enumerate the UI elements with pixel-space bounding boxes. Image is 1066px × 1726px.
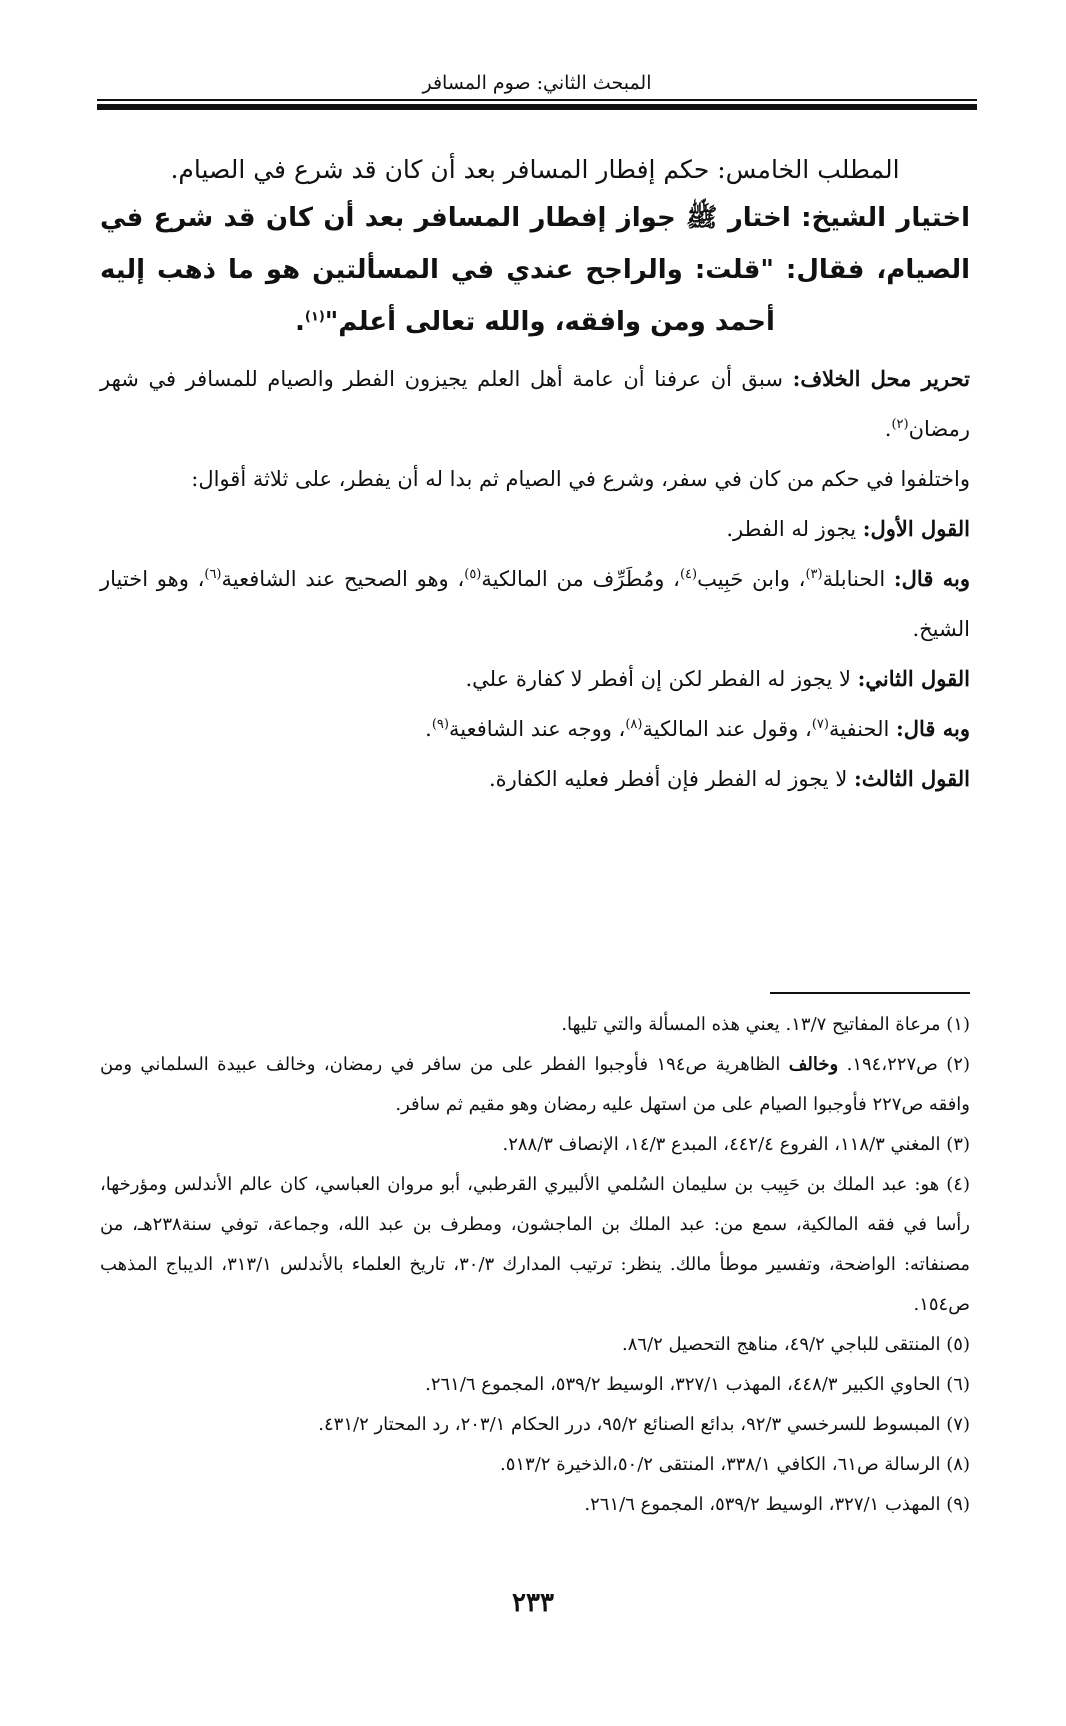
footnote-6: (٦) الحاوي الكبير ٤٤٨/٣، المهذب ٣٢٧/١، الوسيط ٥٣٩/٢، المجموع ٢٦١/٦.	[425, 1374, 970, 1395]
holder-text: الحنابلة	[822, 567, 894, 591]
opinion-1-holders-label: وبه قال:	[893, 566, 970, 591]
footnote-2-refs: (٢) ص١٩٤،٢٢٧.	[838, 1054, 970, 1075]
footnote-4: (٤) هو: عبد الملك بن حَبِيب بن سليمان السُلمي الألبيري القرطبي، أبو مروان العباسي، كان عالم الأندلس ومؤرخها، رأسا في فقه المالكية، سمع من: عبد الملك بن الماجشون، ومطرف بن عبد الله، وجماعة، توفي سنة٢٣٨هـ، من مصنفاته: الواضحة، وتفسير موطأ مالك. ينظر: ترتيب المدارك ٣٠/٣، تاريخ العلماء بالأندلس ٣١٣/١، الديباج المذهب ص١٥٤.	[100, 1174, 970, 1315]
footnote-2	[100, 1045, 970, 1125]
footnote-ref-1: (١)	[304, 309, 325, 325]
footnote-ref-7: (٧)	[811, 717, 829, 732]
holder-text: ، وهو اختيار الشيخ.	[100, 567, 970, 641]
footnote-ref-6: (٦)	[204, 567, 222, 582]
opinion-2-label: القول الثاني:	[857, 666, 970, 691]
page-number: ٢٣٣	[512, 1588, 554, 1618]
footnote-ref-4: (٤)	[679, 567, 698, 582]
footnote-ref-5: (٥)	[464, 567, 482, 582]
footnote-separator	[770, 992, 970, 994]
footnote-ref-8: (٨)	[625, 717, 643, 732]
footnote-8: (٨) الرسالة ص٦١، الكافي ٣٣٨/١، المنتقى ٥٠/٢،الذخيرة ٥١٣/٢.	[499, 1454, 970, 1475]
footnote-7: (٧) المبسوط للسرخسي ٩٢/٣، بدائع الصنائع ٩٥/٢، درر الحكام ٢٠٣/١، رد المحتار ٤٣١/٢.	[318, 1414, 970, 1435]
opinion-1-holders	[100, 554, 970, 654]
footnote-2-text: الظاهرية ص١٩٤ فأوجبوا الفطر على من سافر في رمضان، وخالف عبيدة السلماني ومن وافقه ص٢٢٧ فأوجبوا الصيام على من استهل عليه رمضان وهو مقيم ثم سافر.	[100, 1054, 970, 1115]
holder-text: ، وابن حَبِيب	[697, 567, 806, 591]
holder-text: ، ووجه عند الشافعية	[448, 717, 626, 741]
footnotes	[100, 1005, 970, 1525]
opinion-3-text: لا يجوز له الفطر فإن أفطر فعليه الكفارة.	[488, 767, 854, 791]
footnote-ref-3: (٣)	[805, 567, 823, 582]
holder-text: ، وهو الصحيح عند الشافعية	[221, 567, 465, 591]
main-content	[100, 148, 970, 804]
holder-text: ، وقول عند المالكية	[642, 717, 812, 741]
footnote-ref-9: (٩)	[431, 717, 449, 732]
footnote-5: (٥) المنتقى للباجي ٤٩/٢، مناهج التحصيل ٨٦/٢.	[622, 1334, 970, 1355]
dispute-paragraph: تحرير محل الخلاف: سبق أن عرفنا أن عامة أهل العلم يجيزون الفطر والصيام للمسافر في شهر رمضان$^{(٢)}$.	[100, 366, 970, 441]
section-title: المطلب الخامس: حكم إفطار المسافر بعد أن كان قد شرع في الصيام.	[170, 155, 900, 184]
running-header: المبحث الثاني: صوم المسافر	[422, 72, 652, 94]
header-rule-thin	[97, 99, 977, 101]
dispute-label: تحرير محل الخلاف:	[792, 366, 970, 391]
opinion-3	[100, 754, 970, 804]
disagreement-paragraph: واختلفوا في حكم من كان في سفر، وشرع في الصيام ثم بدا له أن يفطر، على ثلاثة أقوال:	[191, 467, 970, 491]
dispute-text: سبق أن عرفنا أن عامة أهل العلم يجيزون الفطر والصيام للمسافر في شهر رمضان	[100, 367, 970, 441]
holder-text: ، ومُطَرِّف من المالكية	[481, 567, 680, 591]
footnote-1: (١) مرعاة المفاتيح ١٣/٧. يعني هذه المسألة والتي تليها.	[561, 1014, 970, 1035]
opinion-1-text: يجوز له الفطر.	[726, 517, 863, 541]
footnote-3: (٣) المغني ١١٨/٣، الفروع ٤٤٢/٤، المبدع ١٤/٣، الإنصاف ٢٨٨/٣.	[502, 1134, 970, 1155]
opinion-2-text: لا يجوز له الفطر لكن إن أفطر لا كفارة علي.	[465, 667, 858, 691]
holder-text: .	[425, 717, 432, 741]
opinion-1-label: القول الأول:	[862, 516, 970, 541]
opinion-3-label: القول الثالث:	[853, 766, 970, 791]
footnote-2-keyword: وخالف	[788, 1054, 839, 1075]
opinion-1	[100, 504, 970, 554]
sheikh-choice-paragraph: اختيار الشيخ: اختار ﷺ جواز إفطار المسافر بعد أن كان قد شرع في الصيام، فقال: "قلت: والراجح عندي في المسألتين هو ما ذهب إليه أحمد ومن وافقه، والله تعالى أعلم"$^{(١)}$.	[100, 203, 970, 337]
opinion-2-holders	[100, 704, 970, 754]
header-rule-thick	[97, 104, 977, 110]
footnote-ref-2: (٢)	[891, 417, 909, 432]
footnote-9: (٩) المهذب ٣٢٧/١، الوسيط ٥٣٩/٢، المجموع ٢٦١/٦.	[584, 1494, 970, 1515]
holder-text: الحنفية	[828, 717, 896, 741]
opinion-2-holders-label: وبه قال:	[895, 716, 970, 741]
sheikh-choice-text: اختيار الشيخ: اختار ﷺ جواز إفطار المسافر بعد أن كان قد شرع في الصيام، فقال: "قلت: والراجح عندي في المسألتين هو ما ذهب إليه أحمد ومن وافقه، والله تعالى أعلم"	[100, 203, 970, 337]
opinion-2	[100, 654, 970, 704]
